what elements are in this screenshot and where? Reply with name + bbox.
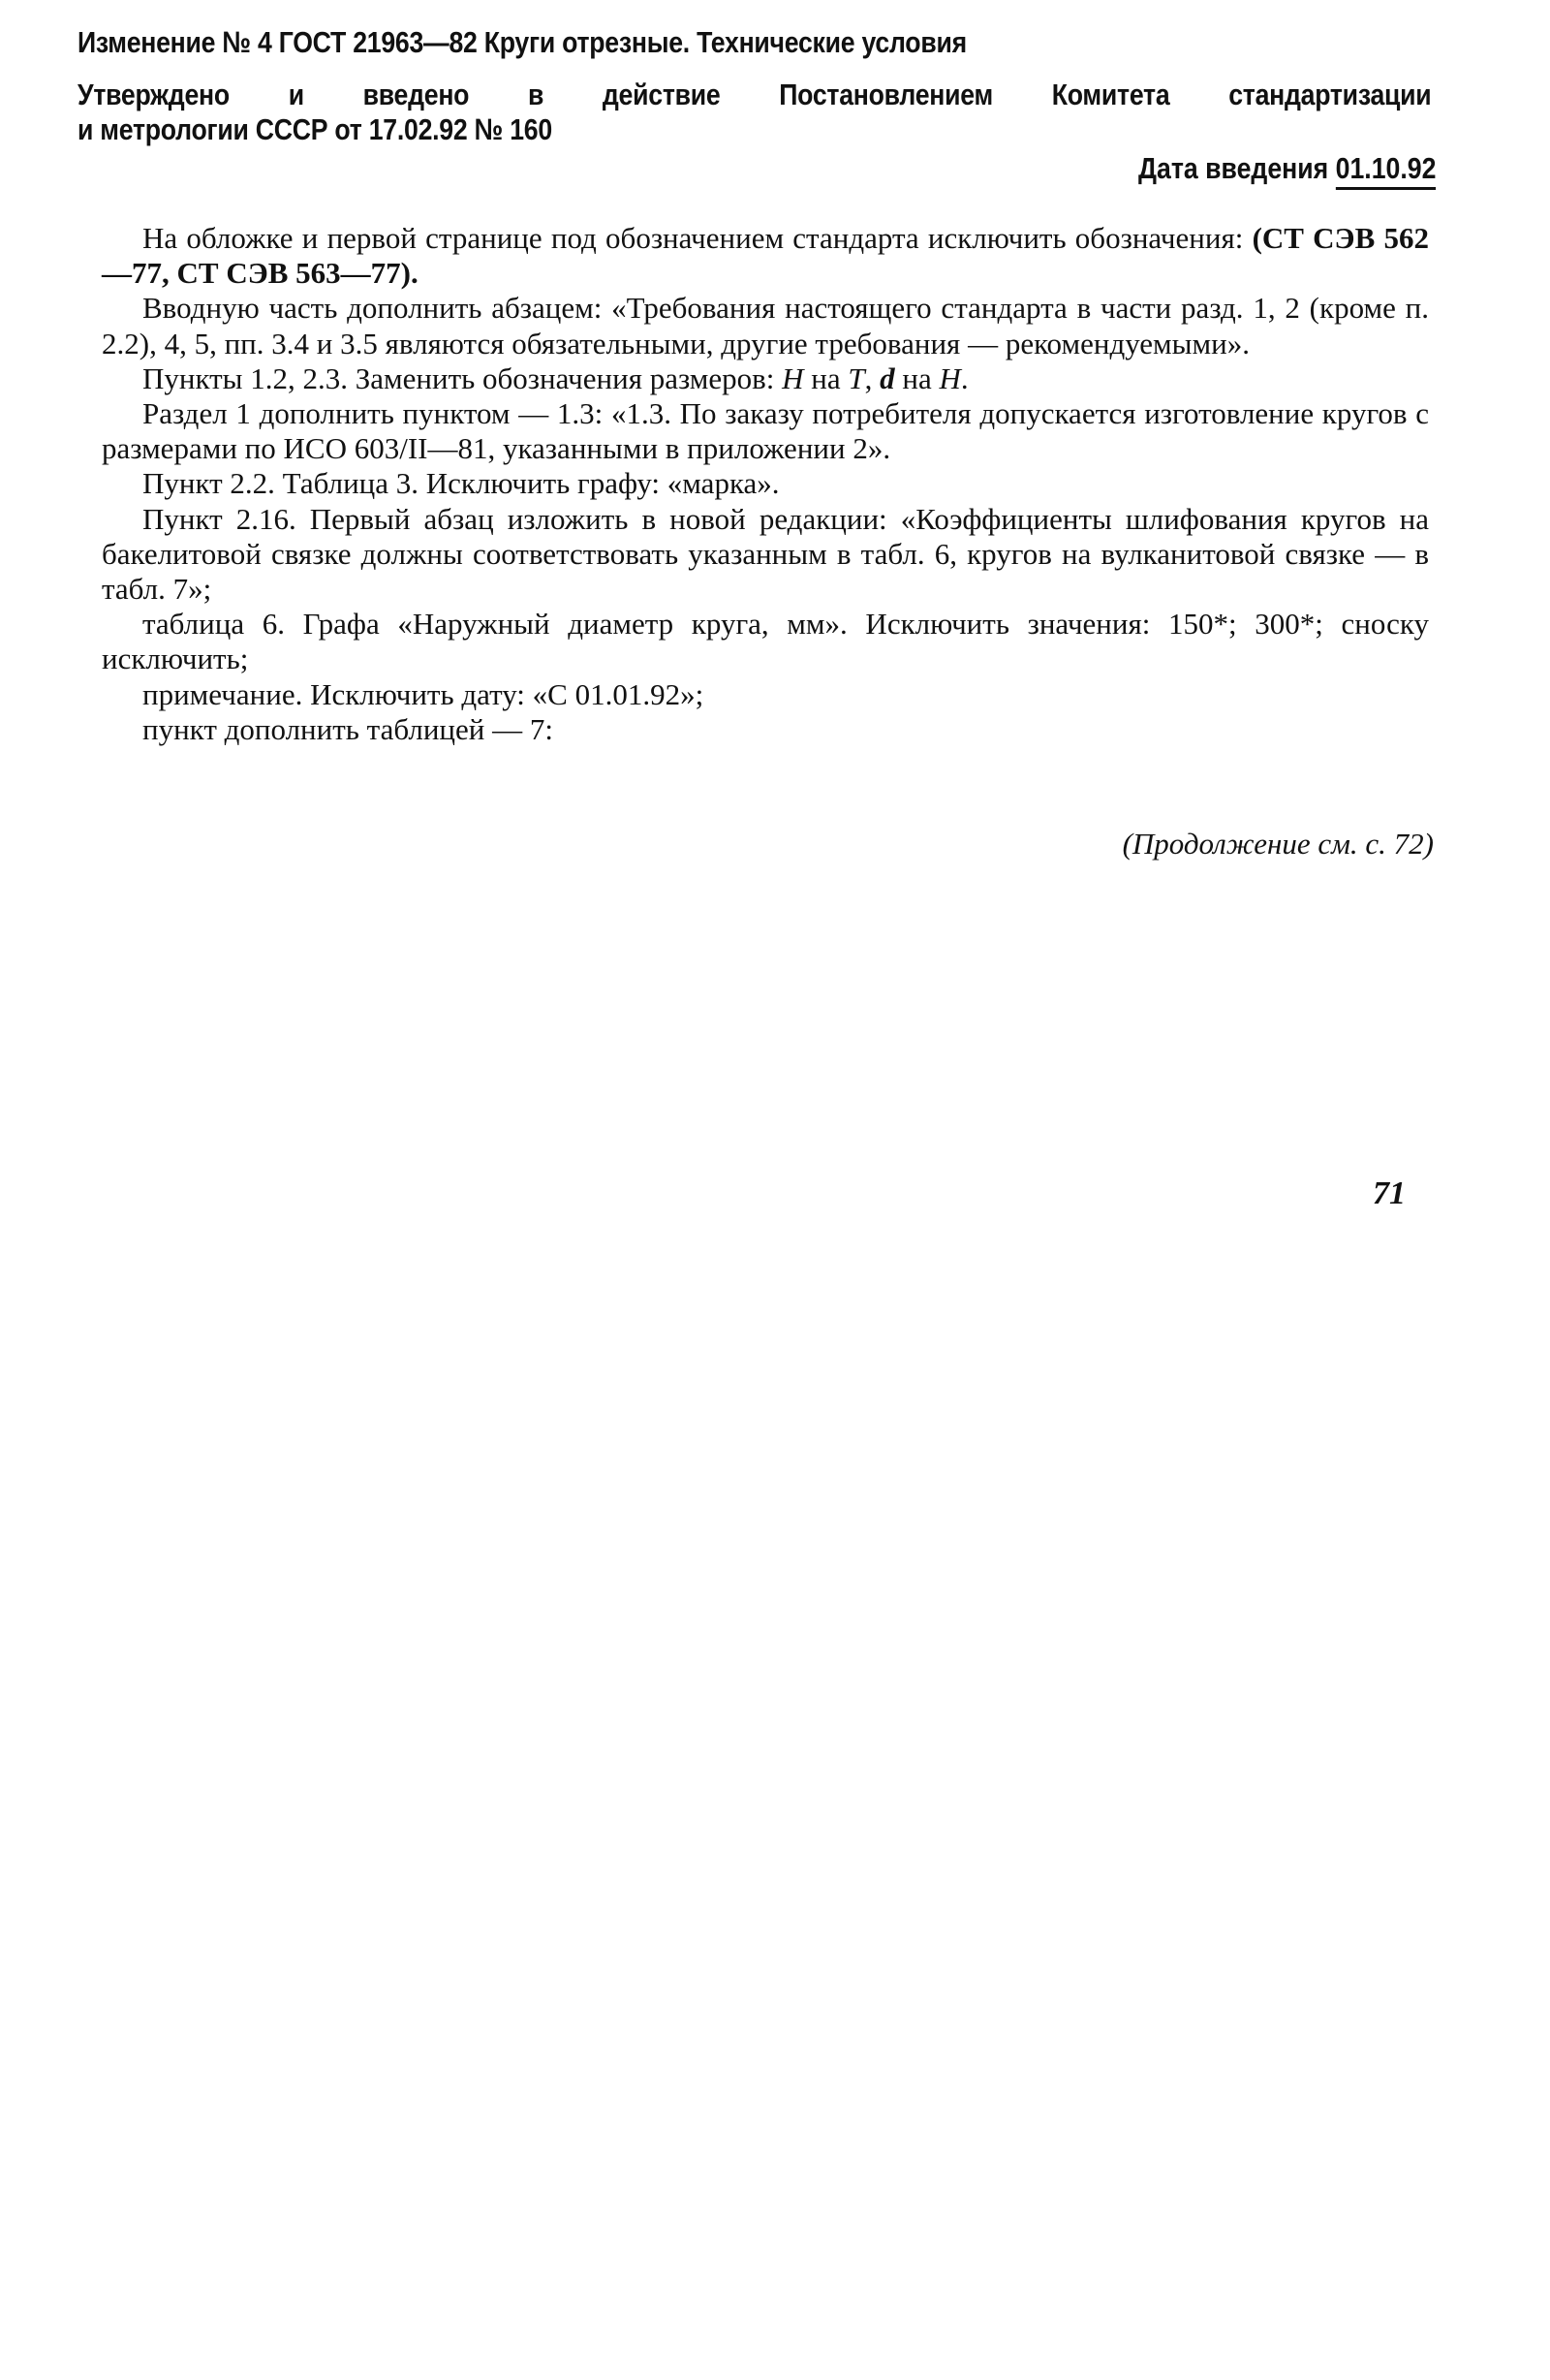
approval-line-2: и метрологии СССР от 17.02.92 № 160 xyxy=(78,112,552,146)
effective-date xyxy=(1138,151,1436,186)
paragraph-cover xyxy=(102,221,1429,291)
paragraph-text: на xyxy=(894,360,940,395)
document-title: Изменение № 4 ГОСТ 21963—82 Круги отрезные. Технические условия xyxy=(78,25,967,59)
approval-line-1 xyxy=(78,78,1432,112)
paragraph-text: , xyxy=(864,360,881,395)
paragraph-dimensions xyxy=(102,361,1429,396)
symbol-h: H xyxy=(939,360,961,395)
excluded-designations: (СТ СЭВ 562—77, СТ СЭВ 563—77). xyxy=(102,221,1429,291)
approval-word: Постановлением xyxy=(779,78,993,111)
paragraph-text: . xyxy=(960,360,969,395)
amendment-body xyxy=(102,221,1429,747)
symbol-d: d xyxy=(880,360,895,395)
approval-word: Комитета xyxy=(1051,78,1170,111)
paragraph-introduction: Вводную часть дополнить абзацем: «Требования настоящего стандарта в части разд. 1, 2 (кроме п. 2.2), 4, 5, пп. 3.4 и 3.5 являются обязательными, другие требования — рекомендуемыми». xyxy=(102,291,1429,360)
effective-date-value: 01.10.92 xyxy=(1335,151,1436,190)
approval-word: стандартизации xyxy=(1228,78,1432,111)
symbol-t: T xyxy=(848,360,865,395)
continuation-note: (Продолжение см. с. 72) xyxy=(1122,827,1434,861)
approval-word: и xyxy=(288,78,304,111)
paragraph-section-1: Раздел 1 дополнить пунктом — 1.3: «1.3. По заказу потребителя допускается изготовление кругов с размерами по ИСО 603/II—81, указанными в приложении 2». xyxy=(102,396,1429,466)
paragraph-table-7: пункт дополнить таблицей — 7: xyxy=(142,711,553,746)
symbol-h: H xyxy=(782,360,804,395)
page-number: 71 xyxy=(1373,1175,1406,1211)
approval-word: действие xyxy=(602,78,721,111)
paragraph-text: На обложке и первой странице под обозначением стандарта исключить обозначения: xyxy=(142,221,1253,255)
paragraph-text: на xyxy=(803,360,849,395)
paragraph-text: Пункты 1.2, 2.3. Заменить обозначения размеров: xyxy=(142,360,783,395)
paragraph-item-2-2: Пункт 2.2. Таблица 3. Исключить графу: «марка». xyxy=(142,466,780,501)
paragraph-item-2-16: Пункт 2.16. Первый абзац изложить в новой редакции: «Коэффициенты шлифования кругов на бакелитовой связке должны соответствовать указанным в табл. 6, кругов на вулканитовой связке — в табл. 7»; xyxy=(102,501,1429,607)
paragraph-note: примечание. Исключить дату: «С 01.01.92»; xyxy=(142,676,704,711)
approval-word: в xyxy=(527,78,544,111)
paragraph-table-6: таблица 6. Графа «Наружный диаметр круга, мм». Исключить значения: 150*; 300*; сноску исключить; xyxy=(102,607,1429,676)
approval-word: Утверждено xyxy=(78,78,230,111)
approval-word: введено xyxy=(362,78,470,111)
effective-date-label: Дата введения xyxy=(1137,151,1328,185)
